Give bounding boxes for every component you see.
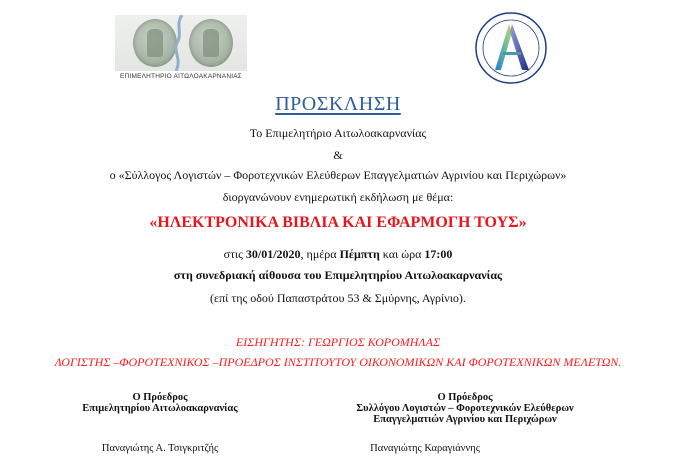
signature-right-org-line2: Επαγγελματιών Αγρινίου και Περιχώρων: [373, 414, 557, 425]
event-day: Πέμπτη: [339, 247, 380, 261]
event-datetime: [0, 247, 676, 262]
event-date: 30/01/2020: [245, 247, 301, 261]
event-title: «ΗΛΕΚΤΡΟΝΙΚΑ ΒΙΒΛΙΑ ΚΑΙ ΕΦΑΡΜΟΓΗ ΤΟΥΣ»: [149, 214, 527, 231]
datetime-prefix: στις: [223, 247, 246, 261]
signature-left-name: Παναγιώτης Α. Τσιγκριτζής: [101, 443, 219, 454]
event-venue: στη συνεδριακή αίθουσα του Επιμελητηρίου Αιτωλοακαρνανίας: [173, 268, 503, 282]
signature-left-title: Ο Πρόεδρος: [132, 392, 188, 403]
chamber-coins-logo-icon: [115, 15, 247, 71]
signature-left-org: Επιμελητηρίου Αιτωλοακαρνανίας: [82, 403, 238, 414]
speaker-role: ΛΟΓΙΣΤΗΣ –ΦΟΡΟΤΕΧΝΙΚΟΣ –ΠΡΟΕΔΡΟΣ ΙΝΣΤΙΤΟΥΤΟΥ ΟΙΚΟΝΟΜΙΚΩΝ ΚΑΙ ΦΟΡΟΤΕΧΝΙΚΩΝ ΜΕΛΕΤΩΝ.: [54, 355, 622, 369]
datetime-mid2: και ώρα: [379, 247, 425, 261]
association-alpha-logo-icon: [473, 10, 549, 86]
coin-right-icon: [189, 19, 233, 67]
signature-right-title: Ο Πρόεδρος: [437, 392, 493, 403]
chamber-logo-caption: ΕΠΙΜΕΛΗΤΗΡΙΟ ΑΙΤΩΛΟΑΚΑΡΝΑΝΙΑΣ: [120, 73, 242, 80]
ampersand: &: [333, 148, 343, 162]
wave-divider-icon: [173, 15, 185, 71]
organizer-chamber: Το Επιμελητήριο Αιτωλοακαρνανίας: [249, 126, 427, 140]
speaker-name: ΕΙΣΗΓΗΤΗΣ: ΓΕΩΡΓΙΟΣ ΚΟΡΟΜΗΛΑΣ: [235, 335, 441, 349]
page-title: ΠΡΟΣΚΛΗΣΗ: [275, 93, 401, 115]
coin-left-icon: [133, 19, 177, 67]
event-intro: διοργανώνουν ενημερωτική εκδήλωση με θέμα:: [222, 190, 454, 204]
signature-right-name: Παναγιώτης Καραγιάννης: [370, 443, 480, 454]
signature-right-org-line1: Συλλόγου Λογιστών – Φοροτεχνικών Ελεύθερων: [356, 403, 574, 414]
organizer-association: ο «Σύλλογος Λογιστών – Φοροτεχνικών Ελεύθερων Επαγγελματιών Αγρινίου και Περιχώρων»: [109, 168, 567, 182]
signature-block-right: [330, 392, 600, 425]
signature-block-left: [70, 392, 250, 414]
event-address: (επί της οδού Παπαστράτου 53 & Σμύρνης, Αγρίνιο).: [210, 291, 466, 305]
datetime-mid1: , ημέρα: [300, 247, 340, 261]
event-time: 17:00: [424, 247, 453, 261]
